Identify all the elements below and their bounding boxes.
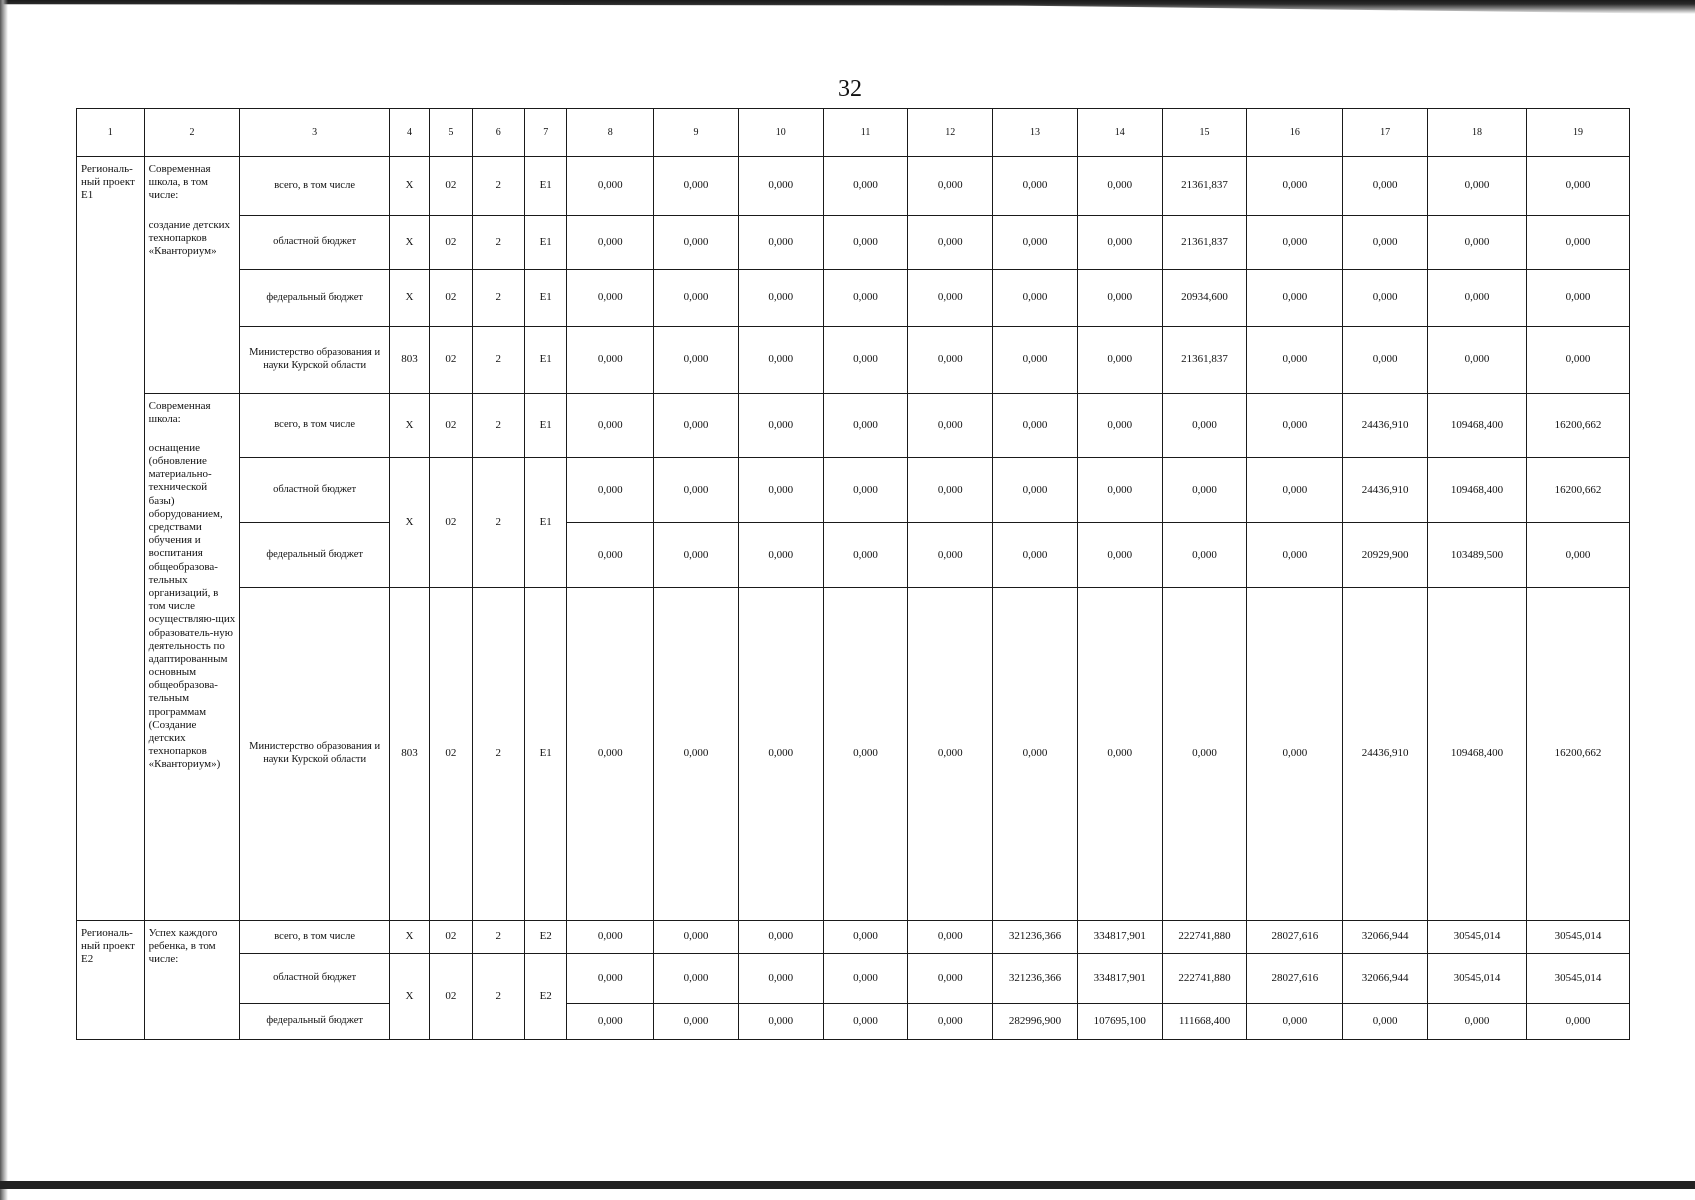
col-header: 16 <box>1247 109 1343 157</box>
value-cell: 16200,662 <box>1526 458 1629 523</box>
value-cell: 0,000 <box>908 523 993 588</box>
code-cell: Х <box>389 954 429 1040</box>
table-row <box>77 920 1630 953</box>
value-cell: 0,000 <box>993 523 1078 588</box>
value-cell: 0,000 <box>1247 588 1343 921</box>
code-cell: 2 <box>472 215 524 269</box>
col-header: 4 <box>389 109 429 157</box>
value-cell: 0,000 <box>1077 393 1162 458</box>
value-cell: 28027,616 <box>1247 920 1343 953</box>
col-header: 8 <box>567 109 654 157</box>
value-cell: 109468,400 <box>1428 393 1527 458</box>
value-cell: 0,000 <box>1526 523 1629 588</box>
measure-title: Современная школа, в том числе: <box>148 163 211 202</box>
value-cell: 0,000 <box>908 326 993 393</box>
value-cell: 0,000 <box>993 215 1078 269</box>
value-cell: 0,000 <box>1428 215 1527 269</box>
value-cell: 0,000 <box>654 523 739 588</box>
value-cell: 0,000 <box>1247 157 1343 216</box>
table-row <box>77 270 1630 326</box>
measure-text: создание детских технопарков «Кванториум» <box>148 218 231 258</box>
code-cell: 02 <box>430 393 472 458</box>
value-cell: 0,000 <box>738 215 823 269</box>
code-cell: 02 <box>430 270 472 326</box>
col-header: 7 <box>525 109 567 157</box>
value-cell: 0,000 <box>654 1004 739 1040</box>
value-cell: 0,000 <box>738 588 823 921</box>
code-cell: Е1 <box>525 588 567 921</box>
value-cell: 0,000 <box>993 157 1078 216</box>
value-cell: 0,000 <box>567 1004 654 1040</box>
value-cell: 0,000 <box>738 393 823 458</box>
value-cell: 0,000 <box>1526 157 1629 216</box>
value-cell: 0,000 <box>823 215 908 269</box>
value-cell: 16200,662 <box>1526 588 1629 921</box>
value-cell: 0,000 <box>908 588 993 921</box>
value-cell: 321236,366 <box>993 920 1078 953</box>
code-cell: 2 <box>472 270 524 326</box>
value-cell: 0,000 <box>1247 523 1343 588</box>
code-cell: Х <box>389 157 429 216</box>
code-cell: Е1 <box>525 458 567 588</box>
value-cell: 32066,944 <box>1343 920 1428 953</box>
value-cell: 0,000 <box>1162 458 1247 523</box>
col-header: 5 <box>430 109 472 157</box>
code-cell: 02 <box>430 326 472 393</box>
code-cell: Х <box>389 920 429 953</box>
col-header: 9 <box>654 109 739 157</box>
col-header: 17 <box>1343 109 1428 157</box>
value-cell: 0,000 <box>993 393 1078 458</box>
value-cell: 21361,837 <box>1162 157 1247 216</box>
page-number: 32 <box>838 76 862 102</box>
value-cell: 0,000 <box>993 270 1078 326</box>
code-cell: 2 <box>472 954 524 1040</box>
table-row <box>77 588 1630 921</box>
code-cell: Е1 <box>525 393 567 458</box>
table-row <box>77 215 1630 269</box>
code-cell: 02 <box>430 215 472 269</box>
value-cell: 0,000 <box>1343 326 1428 393</box>
value-cell: 0,000 <box>1343 157 1428 216</box>
value-cell: 0,000 <box>823 393 908 458</box>
value-cell: 222741,880 <box>1162 954 1247 1004</box>
value-cell: 0,000 <box>823 270 908 326</box>
value-cell: 0,000 <box>654 920 739 953</box>
value-cell: 0,000 <box>738 920 823 953</box>
value-cell: 0,000 <box>1077 458 1162 523</box>
value-cell: 0,000 <box>993 458 1078 523</box>
code-cell: Е1 <box>525 215 567 269</box>
col-header: 1 <box>77 109 145 157</box>
table-row <box>77 954 1630 1004</box>
code-cell: Е1 <box>525 157 567 216</box>
project-label: Региональ-ный проект Е1 <box>77 157 145 921</box>
value-cell: 0,000 <box>823 157 908 216</box>
col-header: 15 <box>1162 109 1247 157</box>
col-header: 3 <box>240 109 389 157</box>
value-cell: 0,000 <box>823 458 908 523</box>
value-cell: 0,000 <box>1428 1004 1527 1040</box>
value-cell: 24436,910 <box>1343 458 1428 523</box>
value-cell: 0,000 <box>738 326 823 393</box>
value-cell: 0,000 <box>654 458 739 523</box>
value-cell: 0,000 <box>823 523 908 588</box>
value-cell: 20934,600 <box>1162 270 1247 326</box>
value-cell: 30545,014 <box>1526 920 1629 953</box>
code-cell: 02 <box>430 920 472 953</box>
value-cell: 24436,910 <box>1343 393 1428 458</box>
funding-category: областной бюджет <box>240 954 389 1004</box>
table-row <box>77 458 1630 523</box>
funding-category: Министерство образования и науки Курской области <box>240 326 389 393</box>
value-cell: 334817,901 <box>1077 920 1162 953</box>
table-row <box>77 1004 1630 1040</box>
code-cell: Х <box>389 458 429 588</box>
code-cell: 2 <box>472 393 524 458</box>
code-cell: 02 <box>430 588 472 921</box>
value-cell: 321236,366 <box>993 954 1078 1004</box>
code-cell: Х <box>389 393 429 458</box>
value-cell: 109468,400 <box>1428 458 1527 523</box>
value-cell: 21361,837 <box>1162 215 1247 269</box>
value-cell: 21361,837 <box>1162 326 1247 393</box>
value-cell: 0,000 <box>823 920 908 953</box>
value-cell: 0,000 <box>567 270 654 326</box>
value-cell: 0,000 <box>1526 215 1629 269</box>
col-header: 6 <box>472 109 524 157</box>
code-cell: 02 <box>430 157 472 216</box>
value-cell: 0,000 <box>654 326 739 393</box>
value-cell: 0,000 <box>908 458 993 523</box>
value-cell: 0,000 <box>567 326 654 393</box>
scan-edge-bottom <box>0 1181 1695 1189</box>
value-cell: 222741,880 <box>1162 920 1247 953</box>
project-label: Региональ-ный проект Е2 <box>77 920 145 1039</box>
value-cell: 0,000 <box>1162 393 1247 458</box>
value-cell: 0,000 <box>738 458 823 523</box>
value-cell: 0,000 <box>1162 523 1247 588</box>
code-cell: 803 <box>389 326 429 393</box>
code-cell: Х <box>389 270 429 326</box>
value-cell: 0,000 <box>823 1004 908 1040</box>
value-cell: 0,000 <box>1526 326 1629 393</box>
value-cell: 103489,500 <box>1428 523 1527 588</box>
code-cell: 2 <box>472 157 524 216</box>
code-cell: 803 <box>389 588 429 921</box>
scan-edge-top <box>0 0 1695 14</box>
value-cell: 30545,014 <box>1428 920 1527 953</box>
value-cell: 0,000 <box>1077 326 1162 393</box>
value-cell: 0,000 <box>654 954 739 1004</box>
funding-category: областной бюджет <box>240 215 389 269</box>
value-cell: 0,000 <box>908 954 993 1004</box>
value-cell: 0,000 <box>738 954 823 1004</box>
measure-description <box>144 920 240 1039</box>
value-cell: 0,000 <box>823 326 908 393</box>
value-cell: 0,000 <box>1077 270 1162 326</box>
value-cell: 0,000 <box>993 588 1078 921</box>
value-cell: 0,000 <box>1247 458 1343 523</box>
value-cell: 0,000 <box>654 588 739 921</box>
value-cell: 0,000 <box>908 920 993 953</box>
value-cell: 0,000 <box>738 157 823 216</box>
value-cell: 24436,910 <box>1343 588 1428 921</box>
value-cell: 0,000 <box>823 954 908 1004</box>
measure-description <box>144 393 240 920</box>
table-row <box>77 326 1630 393</box>
value-cell: 0,000 <box>1077 215 1162 269</box>
funding-category: областной бюджет <box>240 458 389 523</box>
code-cell: 2 <box>472 458 524 588</box>
code-cell: Е2 <box>525 954 567 1040</box>
code-cell: 2 <box>472 920 524 953</box>
value-cell: 0,000 <box>567 920 654 953</box>
value-cell: 0,000 <box>1526 270 1629 326</box>
value-cell: 0,000 <box>738 1004 823 1040</box>
funding-category: федеральный бюджет <box>240 1004 389 1040</box>
value-cell: 0,000 <box>1343 1004 1428 1040</box>
value-cell: 0,000 <box>1428 270 1527 326</box>
funding-category: всего, в том числе <box>240 393 389 458</box>
value-cell: 111668,400 <box>1162 1004 1247 1040</box>
code-cell: Е1 <box>525 326 567 393</box>
table-row <box>77 523 1630 588</box>
value-cell: 28027,616 <box>1247 954 1343 1004</box>
value-cell: 0,000 <box>908 393 993 458</box>
code-cell: Х <box>389 215 429 269</box>
measure-title: Современная школа: <box>148 399 211 425</box>
value-cell: 0,000 <box>993 326 1078 393</box>
funding-category: федеральный бюджет <box>240 523 389 588</box>
code-cell: 02 <box>430 458 472 588</box>
measure-description <box>144 157 240 393</box>
col-header: 13 <box>993 109 1078 157</box>
col-header: 19 <box>1526 109 1629 157</box>
col-header: 18 <box>1428 109 1527 157</box>
measure-title: Успех каждого ребенка, в том числе: <box>148 926 218 966</box>
col-header: 11 <box>823 109 908 157</box>
value-cell: 0,000 <box>1077 523 1162 588</box>
value-cell: 0,000 <box>908 270 993 326</box>
measure-text: оснащение (обновление материально-технической базы) оборудованием, средствами обучения и воспитания общеобразова-тельных организаций, в том числе осуществляю-щих образователь-ную деятельность по адаптированным основным общеобразова-тельным программам (Создание детских технопарков «Кванториум») <box>148 441 236 771</box>
value-cell: 0,000 <box>908 1004 993 1040</box>
value-cell: 16200,662 <box>1526 393 1629 458</box>
value-cell: 0,000 <box>654 393 739 458</box>
value-cell: 0,000 <box>1343 270 1428 326</box>
header-row <box>77 109 1630 157</box>
scan-edge-left <box>0 0 8 1200</box>
value-cell: 0,000 <box>1162 588 1247 921</box>
value-cell: 30545,014 <box>1526 954 1629 1004</box>
value-cell: 0,000 <box>1247 1004 1343 1040</box>
value-cell: 0,000 <box>567 393 654 458</box>
funding-category: всего, в том числе <box>240 920 389 953</box>
table-row <box>77 157 1630 216</box>
value-cell: 0,000 <box>654 157 739 216</box>
value-cell: 0,000 <box>1077 588 1162 921</box>
value-cell: 0,000 <box>654 270 739 326</box>
value-cell: 0,000 <box>1247 270 1343 326</box>
code-cell: Е1 <box>525 270 567 326</box>
value-cell: 334817,901 <box>1077 954 1162 1004</box>
value-cell: 0,000 <box>908 157 993 216</box>
value-cell: 0,000 <box>1077 157 1162 216</box>
col-header: 2 <box>144 109 240 157</box>
col-header: 12 <box>908 109 993 157</box>
value-cell: 107695,100 <box>1077 1004 1162 1040</box>
code-cell: 02 <box>430 954 472 1040</box>
value-cell: 0,000 <box>1526 1004 1629 1040</box>
value-cell: 0,000 <box>908 215 993 269</box>
funding-category: федеральный бюджет <box>240 270 389 326</box>
value-cell: 30545,014 <box>1428 954 1527 1004</box>
value-cell: 0,000 <box>567 458 654 523</box>
value-cell: 0,000 <box>567 215 654 269</box>
value-cell: 0,000 <box>1247 393 1343 458</box>
value-cell: 0,000 <box>1247 215 1343 269</box>
value-cell: 32066,944 <box>1343 954 1428 1004</box>
value-cell: 20929,900 <box>1343 523 1428 588</box>
value-cell: 0,000 <box>1343 215 1428 269</box>
value-cell: 0,000 <box>738 523 823 588</box>
value-cell: 0,000 <box>654 215 739 269</box>
value-cell: 0,000 <box>567 157 654 216</box>
value-cell: 109468,400 <box>1428 588 1527 921</box>
value-cell: 0,000 <box>1247 326 1343 393</box>
funding-category: Министерство образования и науки Курской области <box>240 588 389 921</box>
code-cell: Е2 <box>525 920 567 953</box>
value-cell: 0,000 <box>567 588 654 921</box>
col-header: 10 <box>738 109 823 157</box>
value-cell: 282996,900 <box>993 1004 1078 1040</box>
table-row <box>77 393 1630 458</box>
col-header: 14 <box>1077 109 1162 157</box>
value-cell: 0,000 <box>567 954 654 1004</box>
value-cell: 0,000 <box>1428 326 1527 393</box>
funding-category: всего, в том числе <box>240 157 389 216</box>
value-cell: 0,000 <box>567 523 654 588</box>
value-cell: 0,000 <box>1428 157 1527 216</box>
value-cell: 0,000 <box>738 270 823 326</box>
value-cell: 0,000 <box>823 588 908 921</box>
code-cell: 2 <box>472 326 524 393</box>
code-cell: 2 <box>472 588 524 921</box>
budget-table <box>76 108 1630 1040</box>
